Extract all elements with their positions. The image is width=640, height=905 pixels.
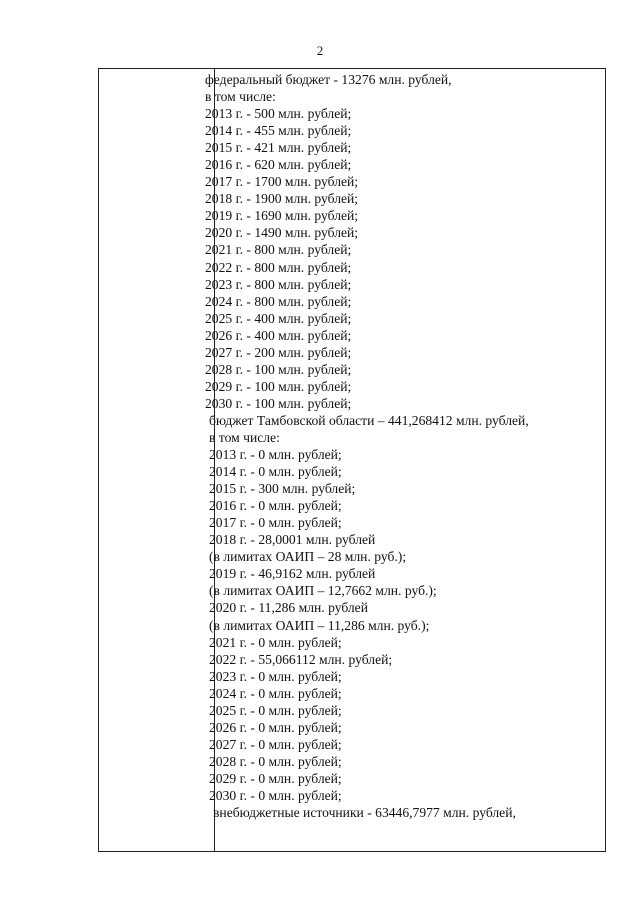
regional-year-line: 2024 г. - 0 млн. рублей; [209,685,342,701]
funding-cell [205,71,601,821]
regional-year-line: (в лимитах ОАИП – 11,286 млн. руб.); [209,617,430,633]
regional-year-line: 2018 г. - 28,0001 млн. рублей [209,532,376,548]
extra-budgetary-header: внебюджетные источники - 63446,7977 млн. рублей, [213,805,516,821]
federal-year-line: 2013 г. - 500 млн. рублей; [205,106,352,122]
federal-year-line: 2022 г. - 800 млн. рублей; [205,259,352,275]
regional-year-line: (в лимитах ОАИП – 28 млн. руб.); [209,549,407,565]
funding-table [98,68,606,852]
regional-year-line: 2013 г. - 0 млн. рублей; [209,447,342,463]
regional-year-line: (в лимитах ОАИП – 12,7662 млн. руб.); [209,583,437,599]
regional-year-line: 2016 г. - 0 млн. рублей; [209,498,342,514]
regional-year-line: 2026 г. - 0 млн. рублей; [209,719,342,735]
regional-year-line: 2025 г. - 0 млн. рублей; [209,702,342,718]
federal-year-line: 2025 г. - 400 млн. рублей; [205,310,352,326]
federal-year-line: 2016 г. - 620 млн. рублей; [205,157,352,173]
federal-year-list [205,105,601,412]
federal-year-line: 2026 г. - 400 млн. рублей; [205,327,352,343]
regional-year-line: 2022 г. - 55,066112 млн. рублей; [209,651,393,667]
regional-year-line: 2030 г. - 0 млн. рублей; [209,787,342,803]
federal-year-line: 2027 г. - 200 млн. рублей; [205,344,352,360]
federal-year-line: 2017 г. - 1700 млн. рублей; [205,174,359,190]
federal-year-line: 2019 г. - 1690 млн. рублей; [205,208,359,224]
regional-including-label: в том числе: [209,429,280,445]
regional-year-line: 2027 г. - 0 млн. рублей; [209,736,342,752]
regional-year-line: 2029 г. - 0 млн. рублей; [209,770,342,786]
federal-year-line: 2015 г. - 421 млн. рублей; [205,140,352,156]
federal-budget-header: федеральный бюджет - 13276 млн. рублей, [205,72,452,87]
regional-year-line: 2019 г. - 46,9162 млн. рублей [209,566,376,582]
page-number: 2 [316,43,324,58]
regional-budget-header: бюджет Тамбовской области – 441,268412 млн. рублей, [209,412,529,428]
federal-year-line: 2029 г. - 100 млн. рублей; [205,378,352,394]
federal-year-line: 2018 г. - 1900 млн. рублей; [205,191,359,207]
federal-year-line: 2030 г. - 100 млн. рублей; [205,395,352,411]
regional-year-line: 2015 г. - 300 млн. рублей; [209,481,356,497]
federal-year-line: 2028 г. - 100 млн. рублей; [205,361,352,377]
regional-year-list [205,446,601,804]
regional-year-line: 2023 г. - 0 млн. рублей; [209,668,342,684]
federal-year-line: 2021 г. - 800 млн. рублей; [205,242,352,258]
federal-year-line: 2020 г. - 1490 млн. рублей; [205,225,359,241]
regional-year-line: 2017 г. - 0 млн. рублей; [209,515,342,531]
federal-year-line: 2023 г. - 800 млн. рублей; [205,276,352,292]
federal-including-label: в том числе: [205,89,276,105]
federal-year-line: 2014 г. - 455 млн. рублей; [205,123,352,139]
regional-year-line: 2028 г. - 0 млн. рублей; [209,753,342,769]
regional-year-line: 2014 г. - 0 млн. рублей; [209,464,342,480]
regional-year-line: 2020 г. - 11,286 млн. рублей [209,600,368,616]
regional-year-line: 2021 г. - 0 млн. рублей; [209,634,342,650]
federal-year-line: 2024 г. - 800 млн. рублей; [205,293,352,309]
